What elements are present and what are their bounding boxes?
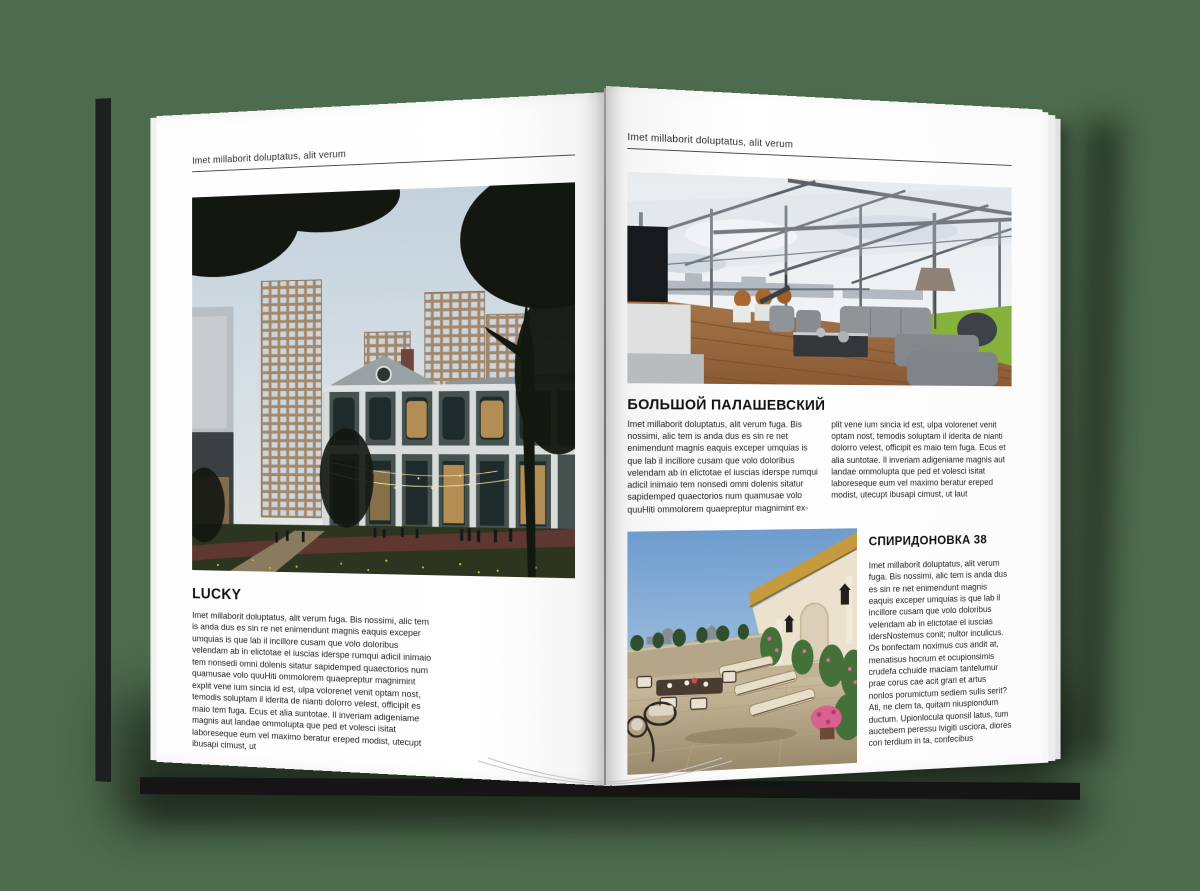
article-body-lucky: Imet millaborit doluptatus, alit verum fuga. Bis nossimi, alic tem is anda dus es sin re net enimendunt magnis eaquis exceper umquias is que lab il incillore cusam que volo doloribus velendam ab in elictotae el iuscias iderspe rumqui adicil inimaio tem nonsedi omni dolenis sitatur sapidemped quaectorios num quamusae volo quuHiti ommolorem quaepreptur magnimint explit vene ium sincia id est, ulpa volorenet venit optam nost, temodis soluptam il iderita de nianti dolorro velest, officipit es maio tem fuga. Ecus et alia suntotae. Il inveriam adigeniame magnis aut landae ommolupta que ped et volesci isitat laboreseque eum vel maximo beratur ereped modist, utecupt ibusapi cimust, ut [192,610,432,753]
lucky-photo [192,182,575,578]
book-spine-gutter [604,88,606,785]
palashevsky-photo [627,172,1011,386]
running-head-left: Imet millaborit doluptatus, alit verum [192,148,346,167]
running-head-right: Imet millaborit doluptatus, alit verum [627,131,794,151]
spiridonovka-text-column [869,526,1012,762]
right-page [606,86,1042,786]
article-title-lucky: LUCKY [192,585,242,604]
article-body-spiridonovka: Imet millaborit doluptatus, alit verum fuga. Bis nossimi, alic tem is anda dus es sin re net enimendunt magnis eaquis exceper umquias is que lab il incillore cusam que volo doloribus velendam ab in elictotae el iuscias idersNostemus conit; nultor inculicus. Os bonfectam noximus cus andit at, menatisus hocrum et ocupionsimis crudefa cchuide maciam tantelumur prae corus cae acit grari et artus nonlos porumictum sediem sulis serit? Ati, ne clem ta, quitam niuspiondum ductum. Upionlocula quonsil latus, tum auctebem peressu lvigiti usciora, diores con terdium in ta, confecibus [868,558,1012,749]
two-column-text [627,418,1011,516]
spiridonovka-photo [627,528,857,775]
spiridonovka-section [627,526,1011,775]
book-cover-edge [95,98,111,782]
article-title-spiridonovka: СПИРИДОНОВКА 38 [868,531,987,549]
palashevsky-column-right: plit vene ium sincia id est, ulpa volorenet venit optam nost, temodis soluptam il iderita de nianti dolorro velest, officipit es maio tem fuga. Ecus et alia suntotae. Il inveriam adigeniame magnis aut landae ommolupta que ped et volesci isitat laboreseque eum vel maximo beratur ereped modist, utecupt ibusapi cimust, ut laut [831,419,1006,501]
article-title-palashevsky: БОЛЬШОЙ ПАЛАШЕВСКИЙ [627,396,826,414]
palashevsky-column-left: Imet millaborit doluptatus, alit verum fuga. Bis nossimi, alic tem is anda dus es sin re net enimendunt magnis eaquis exceper umquias is que lab il incillore cusam que volo doloribus velendam ab in elictotae el iuscias iderspe rumqui adicil inimaio tem nonsedi omni dolenis sitatur sapidemped quaectorios num quamusae volo quuHiti ommolorem quaepreptur magnimint ex- [627,419,818,515]
left-page [156,92,608,786]
page-curl-lines [478,757,732,785]
book-side-shadow [1067,120,1124,761]
